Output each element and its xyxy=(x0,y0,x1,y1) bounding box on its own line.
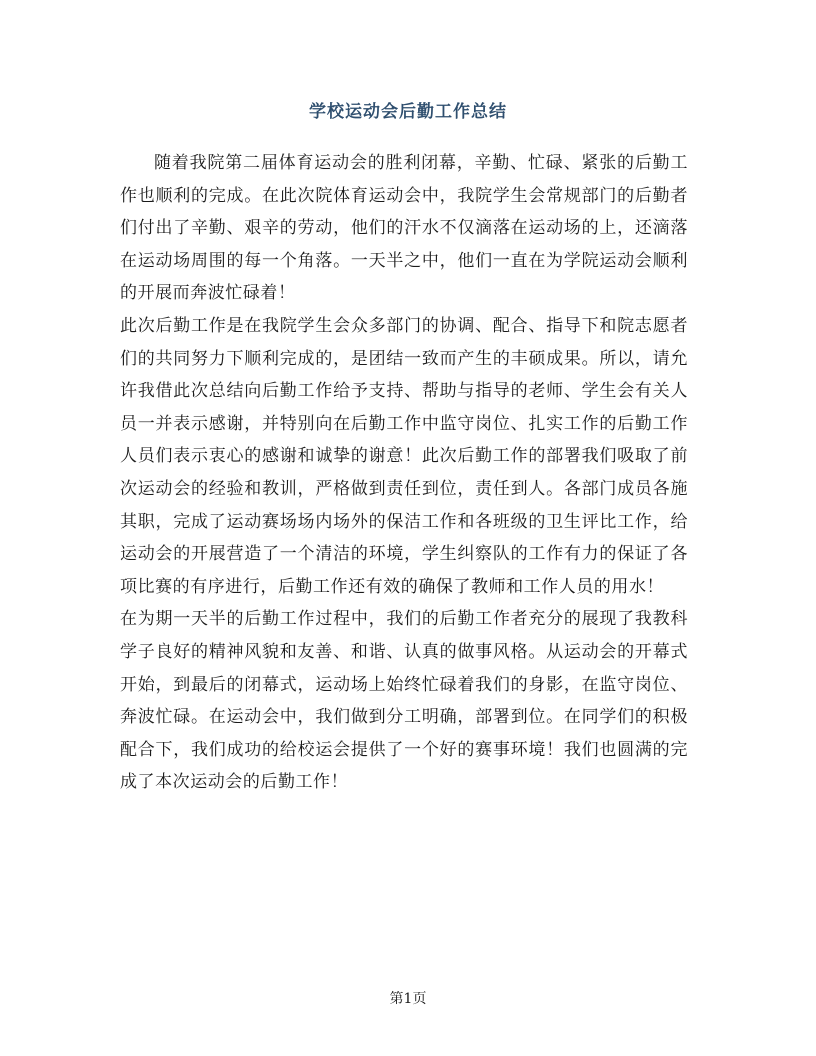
page-number: 第1页 xyxy=(389,991,427,1007)
paragraph-2: 此次后勤工作是在我院学生会众多部门的协调、配合、指导下和院志愿者们的共同努力下顺利完成的，是团结一致而产生的丰硕成果。所以，请允许我借此次总结向后勤工作给予支持、帮助与指导的老师、学生会有关人员一并表示感谢，并特别向在后勤工作中监守岗位、扎实工作的后勤工作人员们表示衷心的感谢和诚挚的谢意！此次后勤工作的部署我们吸取了前次运动会的经验和教训，严格做到责任到位，责任到人。各部门成员各施其职，完成了运动赛场场内场外的保洁工作和各班级的卫生评比工作，给运动会的开展营造了一个清洁的环境，学生纠察队的工作有力的保证了各项比赛的有序进行，后勤工作还有效的确保了教师和工作人员的用水！ xyxy=(120,315,688,597)
document-title: 学校运动会后勤工作总结 xyxy=(309,102,507,122)
paragraph-1: 随着我院第二届体育运动会的胜利闭幕，辛勤、忙碌、紧张的后勤工作也顺利的完成。在此次院体育运动会中，我院学生会常规部门的后勤者们付出了辛勤、艰辛的劳动，他们的汗水不仅滴落在运动场的上，还滴落在运动场周围的每一个角落。一天半之中，他们一直在为学院运动会顺利的开展而奔波忙碌着！ xyxy=(120,153,688,304)
document-body xyxy=(120,147,688,799)
paragraph-3: 在为期一天半的后勤工作过程中，我们的后勤工作者充分的展现了我教科学子良好的精神风貌和友善、和谐、认真的做事风格。从运动会的开幕式开始，到最后的闭幕式，运动场上始终忙碌着我们的身影，在监守岗位、奔波忙碌。在运动会中，我们做到分工明确，部署到位。在同学们的积极配合下，我们成功的给校运会提供了一个好的赛事环境！我们也圆满的完成了本次运动会的后勤工作！ xyxy=(120,609,688,793)
